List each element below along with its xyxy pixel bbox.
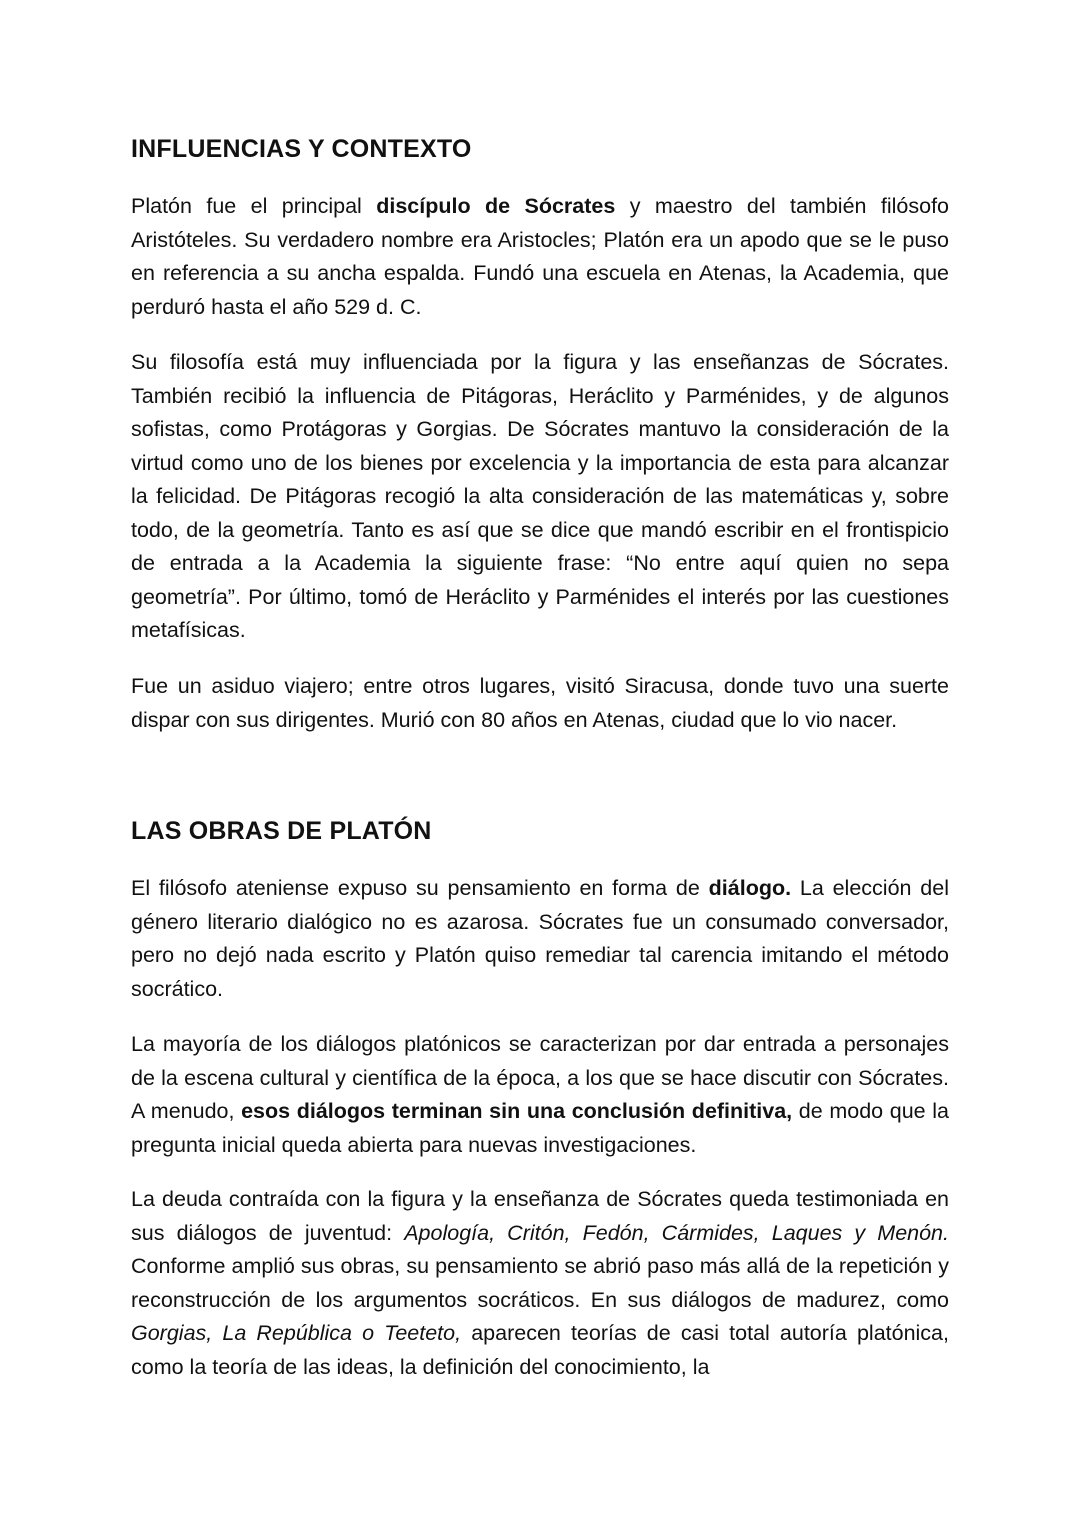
text-segment: de modo que la pregunta inicial queda abierta para nuevas investigaciones. — [131, 1099, 949, 1157]
text-segment: aparecen teorías de casi total autoría platónica, como la teoría de las ideas, la definición del conocimiento, la — [131, 1321, 949, 1379]
text-segment: Platón fue el principal — [131, 194, 377, 218]
text-segment: El filósofo ateniense expuso su pensamiento en forma de — [131, 876, 709, 900]
text-segment: La deuda contraída con la figura y la enseñanza de Sócrates queda testimoniada en sus diálogos de juventud: — [131, 1187, 949, 1245]
text-segment: La mayoría de los diálogos platónicos se caracterizan por dar entrada a personajes de la escena cultural y científica de la época, a los que se hace discutir con Sócrates. A menudo, — [131, 1032, 949, 1123]
paragraph-platon-discipulo — [131, 190, 949, 324]
paragraph-dialogo — [131, 872, 949, 1006]
section-title-obras: LAS OBRAS DE PLATÓN — [131, 817, 432, 845]
text-segment: La elección del género literario dialógico no es azarosa. Sócrates fue un consumado conversador, pero no dejó nada escrito y Platón quiso remediar tal carencia imitando el método socrático. — [131, 876, 949, 1001]
bold-segment: discípulo de Sócrates — [376, 194, 616, 218]
paragraph-mayoria-dialogos — [131, 1028, 949, 1162]
paragraph-deuda-socrates — [131, 1183, 949, 1384]
italic-segment: Gorgias, La República o Teeteto, — [131, 1321, 462, 1345]
paragraph-viajero — [131, 670, 949, 737]
text-segment: Su filosofía está muy influenciada por la figura y las enseñanzas de Sócrates. También recibió la influencia de Pitágoras, Heráclito y Parménides, y de algunos sofistas, como Protágoras y Gorgias. De Sócrates mantuvo la consideración de la virtud como uno de los bienes por excelencia y la importancia de esta para alcanzar la felicidad. De Pitágoras recogió la alta consideración de las matemáticas y, sobre todo, de la geometría. Tanto es así que se dice que mandó escribir en el frontispicio de entrada a la Academia la siguiente frase: “No entre aquí quien no sepa geometría”. Por último, tomó de Heráclito y Parménides el interés por las cuestiones metafísicas. — [131, 350, 949, 642]
italic-segment: Apología, Critón, Fedón, Cármides, Laques y Menón. — [404, 1220, 949, 1245]
paragraph-influencias — [131, 346, 949, 648]
text-segment: Fue un asiduo viajero; entre otros lugares, visitó Siracusa, donde tuvo una suerte dispar con sus dirigentes. Murió con 80 años en Atenas, ciudad que lo vio nacer. — [131, 674, 949, 732]
bold-segment: esos diálogos terminan sin una conclusión definitiva, — [241, 1099, 793, 1123]
text-segment: Conforme amplió sus obras, su pensamiento se abrió paso más allá de la repetición y reconstrucción de los argumentos socráticos. En sus diálogos de madurez, como — [131, 1254, 949, 1312]
section-title-influencias: INFLUENCIAS Y CONTEXTO — [131, 135, 472, 163]
text-segment: y maestro del también filósofo Aristóteles. Su verdadero nombre era Aristocles; Platón era un apodo que se le puso en referencia a su ancha espalda. Fundó una escuela en Atenas, la Academia, que perduró hasta el año 529 d. C. — [131, 194, 949, 319]
bold-segment: diálogo. — [708, 876, 792, 900]
